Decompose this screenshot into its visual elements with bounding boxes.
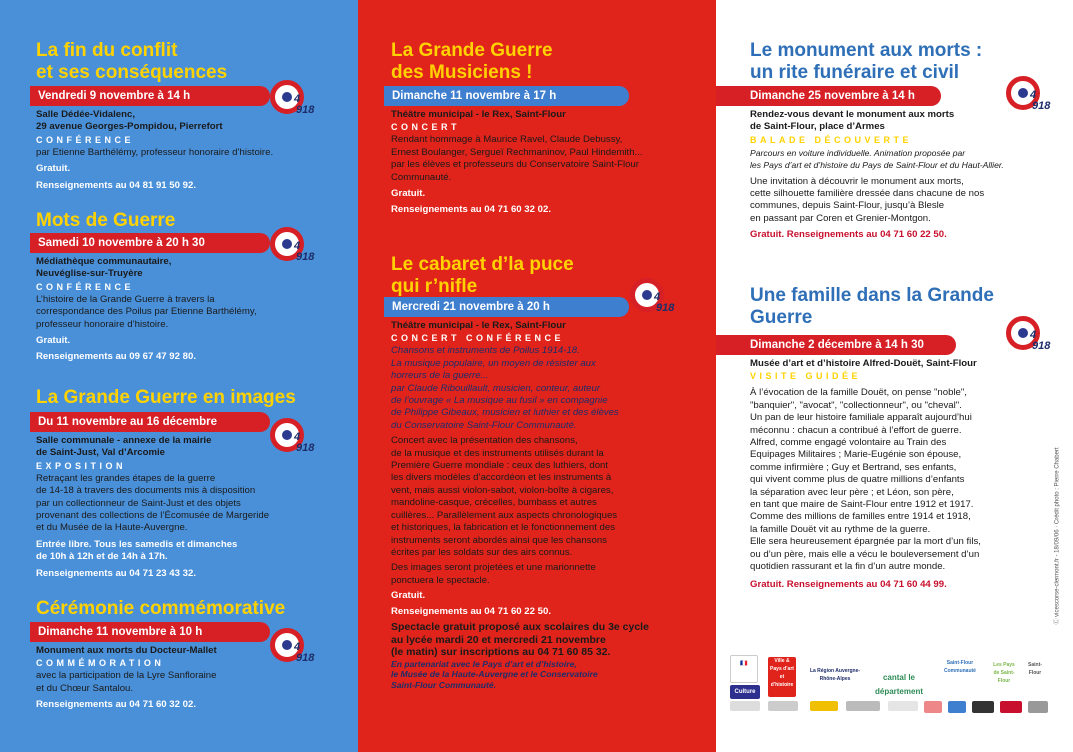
event-desc: Concert avec la présentation des chansons, <box>391 435 578 447</box>
event-desc: Rendant hommage à Maurice Ravel, Claude Debussy, <box>391 134 623 146</box>
middle-panel <box>358 0 716 752</box>
event-desc: par Claude Ribouillault, musicien, conteur, auteur <box>391 382 601 394</box>
school-note: (le matin) sur inscriptions au 04 71 60 85 32. <box>391 646 611 659</box>
event-hours: Entrée libre. Tous les samedis et dimanches <box>36 538 238 550</box>
event-place: Musée d’art et d’histoire Alfred-Douët, Saint-Flour <box>750 358 977 369</box>
event-place: de Saint-Flour, place d’Armes <box>750 121 885 133</box>
event-info: Renseignements au 09 67 47 92 80. <box>36 351 196 363</box>
event-kind: CONCERT CONFÉRENCE <box>391 333 565 344</box>
event-kind: CONFÉRENCE <box>36 281 135 292</box>
event-desc: cette silhouette familière dressée dans chacune de nos <box>750 188 985 200</box>
partner-logo <box>888 701 918 711</box>
event-desc: Retraçant les grandes étapes de la guerre <box>36 472 216 484</box>
event-place: Rendez-vous devant le monument aux morts <box>750 109 955 120</box>
event-details <box>391 109 701 217</box>
event-title-line: La Grande Guerre <box>391 40 553 61</box>
event-desc: Une invitation à découvrir le monument aux morts, <box>750 175 964 187</box>
pays-art-histoire-logo: Ville & Pays d’art et d’histoire <box>768 657 796 697</box>
event-desc: La musique populaire, un moyen de résister aux <box>391 357 596 369</box>
event-date: Du 11 novembre au 16 décembre <box>30 412 270 432</box>
cantal-logo: cantal le département <box>872 671 926 685</box>
region-logo: La Région Auvergne-Rhône-Alpes <box>804 667 866 689</box>
partner-logo <box>768 701 798 711</box>
left-panel <box>0 0 358 752</box>
event-info: Gratuit. Renseignements au 04 71 60 44 99. <box>750 578 947 590</box>
event-desc: Equipages Militaires ; Marie-Eugénie son épouse, <box>750 449 962 461</box>
event-desc: cuillères... Parallèlement aux aspects chronologiques <box>391 509 618 521</box>
event-desc: Un pan de leur histoire familiale apparaît aujourd’hui <box>750 412 972 424</box>
event-desc: horreurs de la guerre... <box>391 370 489 382</box>
event-desc: vent, mais aussi violon-sabot, violon-boîte à cigares, <box>391 484 614 496</box>
event-price: Gratuit. <box>36 163 71 175</box>
event-details <box>391 320 706 691</box>
event-desc: Communauté. <box>391 171 452 183</box>
saint-flour-logo: Saint-Flour <box>1022 661 1048 683</box>
event-desc: la séparation avec leur père ; et Léon, son père, <box>750 486 954 498</box>
event-desc: ponctuera le spectacle. <box>391 574 490 586</box>
event-date: Mercredi 21 novembre à 20 h <box>384 297 629 317</box>
event-title-line: Guerre <box>750 307 813 328</box>
partner-logo <box>810 701 838 711</box>
event-desc: avec la participation de la Lyre Sanfloraine <box>36 670 217 682</box>
event-place: Salle Dédée-Vidalenc, <box>36 109 136 120</box>
event-place: Monument aux morts du Docteur-Mallet <box>36 645 217 656</box>
event-desc: ou d’un père, mais elle a vécu le bouleversement d’un <box>750 548 980 560</box>
event-desc: en tant que maire de Saint-Flour entre 1912 et 1917. <box>750 499 974 511</box>
partner-note: Saint-Flour Communauté. <box>391 679 497 690</box>
event-date: Vendredi 9 novembre à 14 h <box>30 86 270 106</box>
event-desc: de l’ouvrage « La musique au fusil » en compagnie <box>391 395 608 407</box>
partner-note: le Musée de la Haute-Auvergne et le Conservatoire <box>391 669 598 680</box>
centenaire-logo: 4 918 <box>1006 316 1050 360</box>
event-details <box>36 256 336 364</box>
partner-logo <box>730 701 760 711</box>
event-title-line: La fin du conflit <box>36 40 178 61</box>
event-info: Renseignements au 04 71 23 43 32. <box>36 567 196 579</box>
partner-logo <box>846 701 880 711</box>
event-desc: qui vivent comme plus de quatre millions d’enfants <box>750 474 965 486</box>
event-title: Cérémonie commémorative <box>36 598 286 619</box>
event-title <box>750 285 1050 329</box>
event-desc: par Etienne Barthélémy, professeur honoraire d’histoire. <box>36 146 274 158</box>
event-desc: Ernest Boulanger, Sergueï Rechmaninov, Paul Hindemith... <box>391 146 643 158</box>
flag-logo: 🇫🇷 <box>730 655 758 683</box>
event-desc: de la musique et des instruments utilisés durant la <box>391 447 604 459</box>
partner-logo <box>924 701 942 713</box>
event-desc: professeur honoraire d’histoire. <box>36 318 169 330</box>
event-date: Dimanche 11 novembre à 17 h <box>384 86 629 106</box>
culture-logo: Culture <box>730 685 760 699</box>
event-place: Salle communale - annexe de la mairie <box>36 435 212 446</box>
event-desc: et historiques, la fabrication et le fonctionnement des <box>391 522 615 534</box>
event-price: Gratuit. <box>391 188 426 200</box>
event-desc: écrites par les soldats sur des airs connus. <box>391 546 573 558</box>
event-place: Théâtre municipal - le Rex, Saint-Flour <box>391 320 566 331</box>
event-info: Renseignements au 04 81 91 50 92. <box>36 179 196 191</box>
event-desc: Alfred, comme engagé volontaire au Train des <box>750 437 947 449</box>
event-place: Neuvéglise-sur-Truyère <box>36 268 143 280</box>
event-kind: COMMÉMORATION <box>36 658 165 669</box>
event-desc: de 14-18 à travers des documents mis à disposition <box>36 485 256 497</box>
centenaire-logo: 4 918 <box>270 227 314 271</box>
event-title-line: Une famille dans la Grande <box>750 285 994 306</box>
event-place: 29 avenue Georges-Pompidou, Pierrefort <box>36 121 223 133</box>
saint-flour-communaute-logo: Saint-Flour Communauté <box>940 659 980 689</box>
event-desc: et du Musée de la Haute-Auvergne. <box>36 522 188 534</box>
event-desc: mandoline-casque, crécelles, bumbass et autres <box>391 497 597 509</box>
event-date: Samedi 10 novembre à 20 h 30 <box>30 233 270 253</box>
school-note: Spectacle gratuit proposé aux scolaires du 3e cycle <box>391 620 649 633</box>
event-desc: par les élèves et professeurs du Conservatoire Saint-Flour <box>391 159 639 171</box>
event-info: Renseignements au 04 71 60 32 02. <box>36 699 196 711</box>
event-info: Renseignements au 04 71 60 32 02. <box>391 204 551 216</box>
centenaire-logo: 4 918 <box>630 278 674 322</box>
event-desc: du Conservatoire Saint-Flour Communauté. <box>391 419 577 431</box>
event-desc: Elle sera heureusement épargnée par la mort d’un fils, <box>750 536 981 548</box>
event-date: Dimanche 11 novembre à 10 h <box>30 622 270 642</box>
event-desc: la famille Douët vit au rythme de la guerre. <box>750 523 931 535</box>
centenaire-logo: 4 918 <box>1006 76 1050 120</box>
event-price: Gratuit. <box>391 590 426 602</box>
event-desc: Comme des millions de familles entre 1914 et 1918, <box>750 511 971 523</box>
partner-logos <box>730 655 1050 715</box>
event-kind: VISITE GUIDÉE <box>750 371 862 382</box>
centenaire-logo: 4 918 <box>270 418 314 462</box>
event-desc: par un collectionneur de Saint-Just et des objets <box>36 497 241 509</box>
event-desc: À l’évocation de la famille Douët, on pense "noble", <box>750 387 967 399</box>
event-desc: provenant des collections de l’Écomusée de Margeride <box>36 510 270 522</box>
event-title-line: un rite funéraire et civil <box>750 62 960 83</box>
event-hours: de 10h à 12h et de 14h à 17h. <box>36 551 168 563</box>
event-title-line: des Musiciens ! <box>391 62 533 83</box>
event-desc: Des images seront projetées et une marionnette <box>391 562 596 574</box>
event-desc: quotidien rassurant et la fin d’un autre monde. <box>750 561 946 573</box>
event-desc: Parcours en voiture individuelle. Animation proposée par <box>750 147 966 158</box>
event-desc: en passant par Coren et Grenier-Montgon. <box>750 212 931 224</box>
event-title: Mots de Guerre <box>36 210 176 231</box>
event-place: de Saint-Just, Val d’Arcomie <box>36 447 166 459</box>
event-desc: méconnu : chacun a contribué à l’effort de guerre. <box>750 424 962 436</box>
event-kind: BALADE DÉCOUVERTE <box>750 134 913 145</box>
event-desc: comme infirmière ; Guy et Bertrand, ses enfants, <box>750 461 957 473</box>
event-date: Dimanche 25 novembre à 14 h <box>716 86 941 106</box>
school-note: au lycée mardi 20 et mercredi 21 novembre <box>391 633 606 646</box>
event-desc: de Philippe Gibeaux, musicien et luthier et des élèves <box>391 407 619 419</box>
event-title: La Grande Guerre en images <box>36 387 296 408</box>
event-kind: CONCERT <box>391 122 460 133</box>
event-place: Théâtre municipal - le Rex, Saint-Flour <box>391 109 566 120</box>
event-desc: correspondance des Poilus par Etienne Barthélémy, <box>36 306 257 318</box>
partner-note: En partenariat avec le Pays d’art et d’histoire, <box>391 658 577 669</box>
partner-logo <box>972 701 994 713</box>
event-details <box>36 645 336 712</box>
event-title <box>391 40 671 84</box>
centenaire-logo: 4 918 <box>270 80 314 124</box>
event-title <box>36 40 296 84</box>
event-info: Gratuit. Renseignements au 04 71 60 22 50. <box>750 229 947 241</box>
photo-credit: Ⓒ vicescorse-clermont.fr - 18/09/06 · Crédit photo : Pierre Chabert <box>1054 447 1061 625</box>
event-title-line: et ses conséquences <box>36 62 228 83</box>
event-info: Renseignements au 04 71 60 22 50. <box>391 605 551 617</box>
event-desc: instruments seront abordés ainsi que les chansons <box>391 534 607 546</box>
event-details <box>36 435 336 580</box>
event-desc: les Pays d’art et d’histoire du Pays de Saint-Flour et du Haut-Allier. <box>750 160 1004 171</box>
event-place: Médiathèque communautaire, <box>36 256 172 267</box>
event-details <box>36 109 336 192</box>
event-kind: EXPOSITION <box>36 460 127 471</box>
event-title-line: qui r’nifle <box>391 276 478 297</box>
event-title-line: Le cabaret d’la puce <box>391 254 574 275</box>
event-details <box>750 358 1066 591</box>
partner-logo <box>1028 701 1048 713</box>
pays-saint-flour-logo: Les Pays de Saint-Flour <box>992 661 1016 689</box>
event-date: Dimanche 2 décembre à 14 h 30 <box>716 335 956 355</box>
event-title <box>391 254 671 298</box>
event-desc: Chansons et instruments de Poilus 1914-18. <box>391 345 580 357</box>
partner-logo <box>948 701 966 713</box>
event-desc: "banquier", "avocat", "collectionneur", ou "cheval". <box>750 399 962 411</box>
event-desc: et du Chœur Santalou. <box>36 682 134 694</box>
event-title <box>750 40 1050 84</box>
partner-logo <box>1000 701 1022 713</box>
event-desc: communes, depuis Saint-Flour, jusqu’à Blesle <box>750 200 945 212</box>
event-desc: Première Guerre mondiale : ceux des luthiers, dont <box>391 460 609 472</box>
centenaire-logo: 4 918 <box>270 628 314 672</box>
event-desc: L’histoire de la Grande Guerre à travers la <box>36 293 215 305</box>
event-desc: les divers modèles d’accordéon et les instruments à <box>391 472 612 484</box>
right-panel <box>716 0 1073 752</box>
event-title-line: Le monument aux morts : <box>750 40 983 61</box>
event-details <box>750 109 1066 242</box>
event-price: Gratuit. <box>36 335 71 347</box>
event-kind: CONFÉRENCE <box>36 134 135 145</box>
